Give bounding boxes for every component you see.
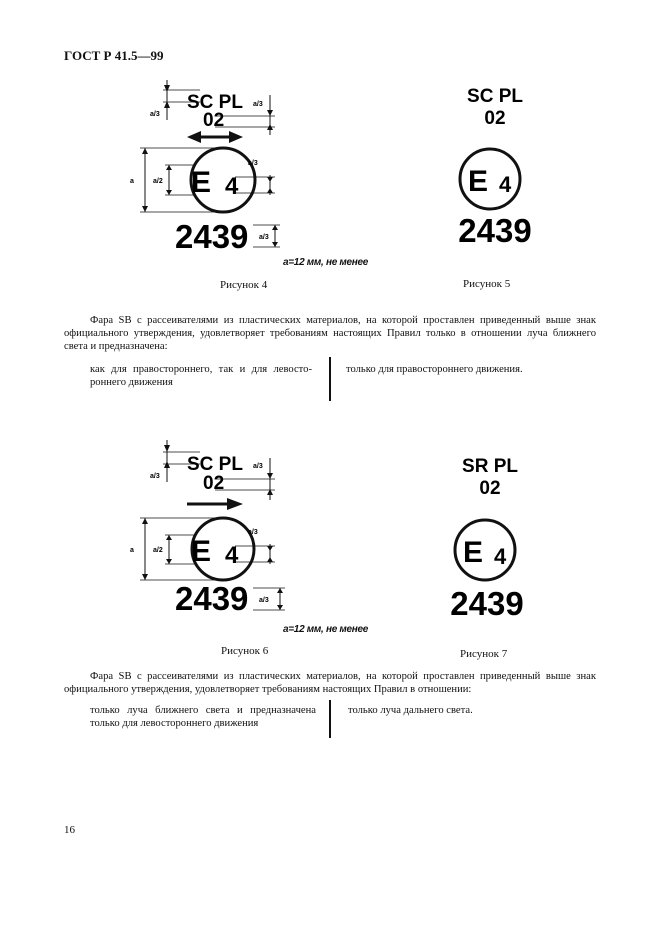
approval-number: 2439: [175, 218, 249, 255]
mark-line1: SC PL: [187, 454, 243, 475]
size-note: a=12 мм, не менее: [283, 257, 369, 268]
approval-number: 2439: [450, 585, 524, 622]
circle-number: 4: [499, 172, 512, 197]
circle-number: 4: [225, 173, 239, 200]
figure-caption: Рисунок 6: [221, 645, 269, 657]
double-arrow-icon: [187, 131, 243, 143]
circle-number: 4: [225, 542, 239, 569]
svg-text:a/3: a/3: [253, 101, 263, 108]
approval-mark-diagram: [440, 82, 550, 252]
body-paragraph: Фара SB с рассеивателями из пластических материалов, на которой проставлен приведенный выше знак официального утверждения, удовлетворяет требованиям настоящих Правил только в отношении луча ближнего света и предназначена:: [64, 315, 596, 352]
svg-text:a/2: a/2: [153, 547, 163, 554]
figure-caption: Рисунок 5: [463, 278, 511, 290]
svg-text:a/3: a/3: [150, 473, 160, 480]
figure-6: [125, 440, 295, 615]
page-number: 16: [64, 824, 75, 836]
circle-letter: E: [468, 165, 489, 198]
mark-line2: 02: [479, 478, 501, 499]
svg-text:a/3: a/3: [248, 529, 258, 536]
svg-text:a/2: a/2: [153, 178, 163, 185]
mark-line2: 02: [203, 110, 225, 131]
option-left: как для правостороннего, так и для левосто- роннего движения: [90, 364, 312, 388]
body-paragraph: Фара SB с рассеивателями из пластических материалов, на которой проставлен приведенный выше знак официального утверждения, удовлетворяет требованиям настоящих Правил в отношении:: [64, 671, 596, 695]
svg-text:a/3: a/3: [259, 234, 269, 241]
approval-number: 2439: [458, 212, 532, 249]
right-arrow-icon: [187, 498, 243, 510]
figure-5: [440, 82, 550, 252]
document-header: ГОСТ Р 41.5—99: [64, 48, 164, 63]
mark-line2: 02: [203, 473, 225, 494]
mark-line1: SC PL: [467, 86, 523, 107]
figure-4: [125, 80, 295, 255]
mark-line1: SC PL: [187, 92, 243, 113]
size-note: a=12 мм, не менее: [283, 624, 369, 635]
circle-letter: E: [191, 535, 212, 568]
circle-letter: E: [191, 166, 212, 199]
option-right: только для правостороннего движения.: [346, 364, 523, 375]
circle-letter: E: [463, 536, 484, 569]
svg-text:a: a: [130, 547, 134, 554]
mark-line2: 02: [484, 108, 506, 129]
approval-mark-diagram: [125, 80, 295, 255]
approval-mark-diagram: [125, 440, 295, 615]
circle-number: 4: [494, 544, 507, 569]
approval-number: 2439: [175, 580, 249, 615]
figure-caption: Рисунок 7: [460, 648, 508, 660]
svg-text:a: a: [130, 178, 134, 185]
svg-text:a/3: a/3: [253, 463, 263, 470]
approval-mark-diagram: [435, 452, 545, 622]
column-divider: [329, 700, 331, 738]
figure-caption: Рисунок 4: [220, 279, 268, 291]
figure-7: [435, 452, 545, 622]
mark-line1: SR PL: [462, 456, 518, 477]
svg-text:a/3: a/3: [248, 160, 258, 167]
column-divider: [329, 357, 331, 401]
dim-label-a3: a/3: [150, 111, 160, 118]
svg-text:a/3: a/3: [259, 597, 269, 604]
option-right: только луча дальнего света.: [348, 705, 473, 716]
option-left: только луча ближнего света и предназначена только для левостороннего движения: [90, 705, 316, 729]
